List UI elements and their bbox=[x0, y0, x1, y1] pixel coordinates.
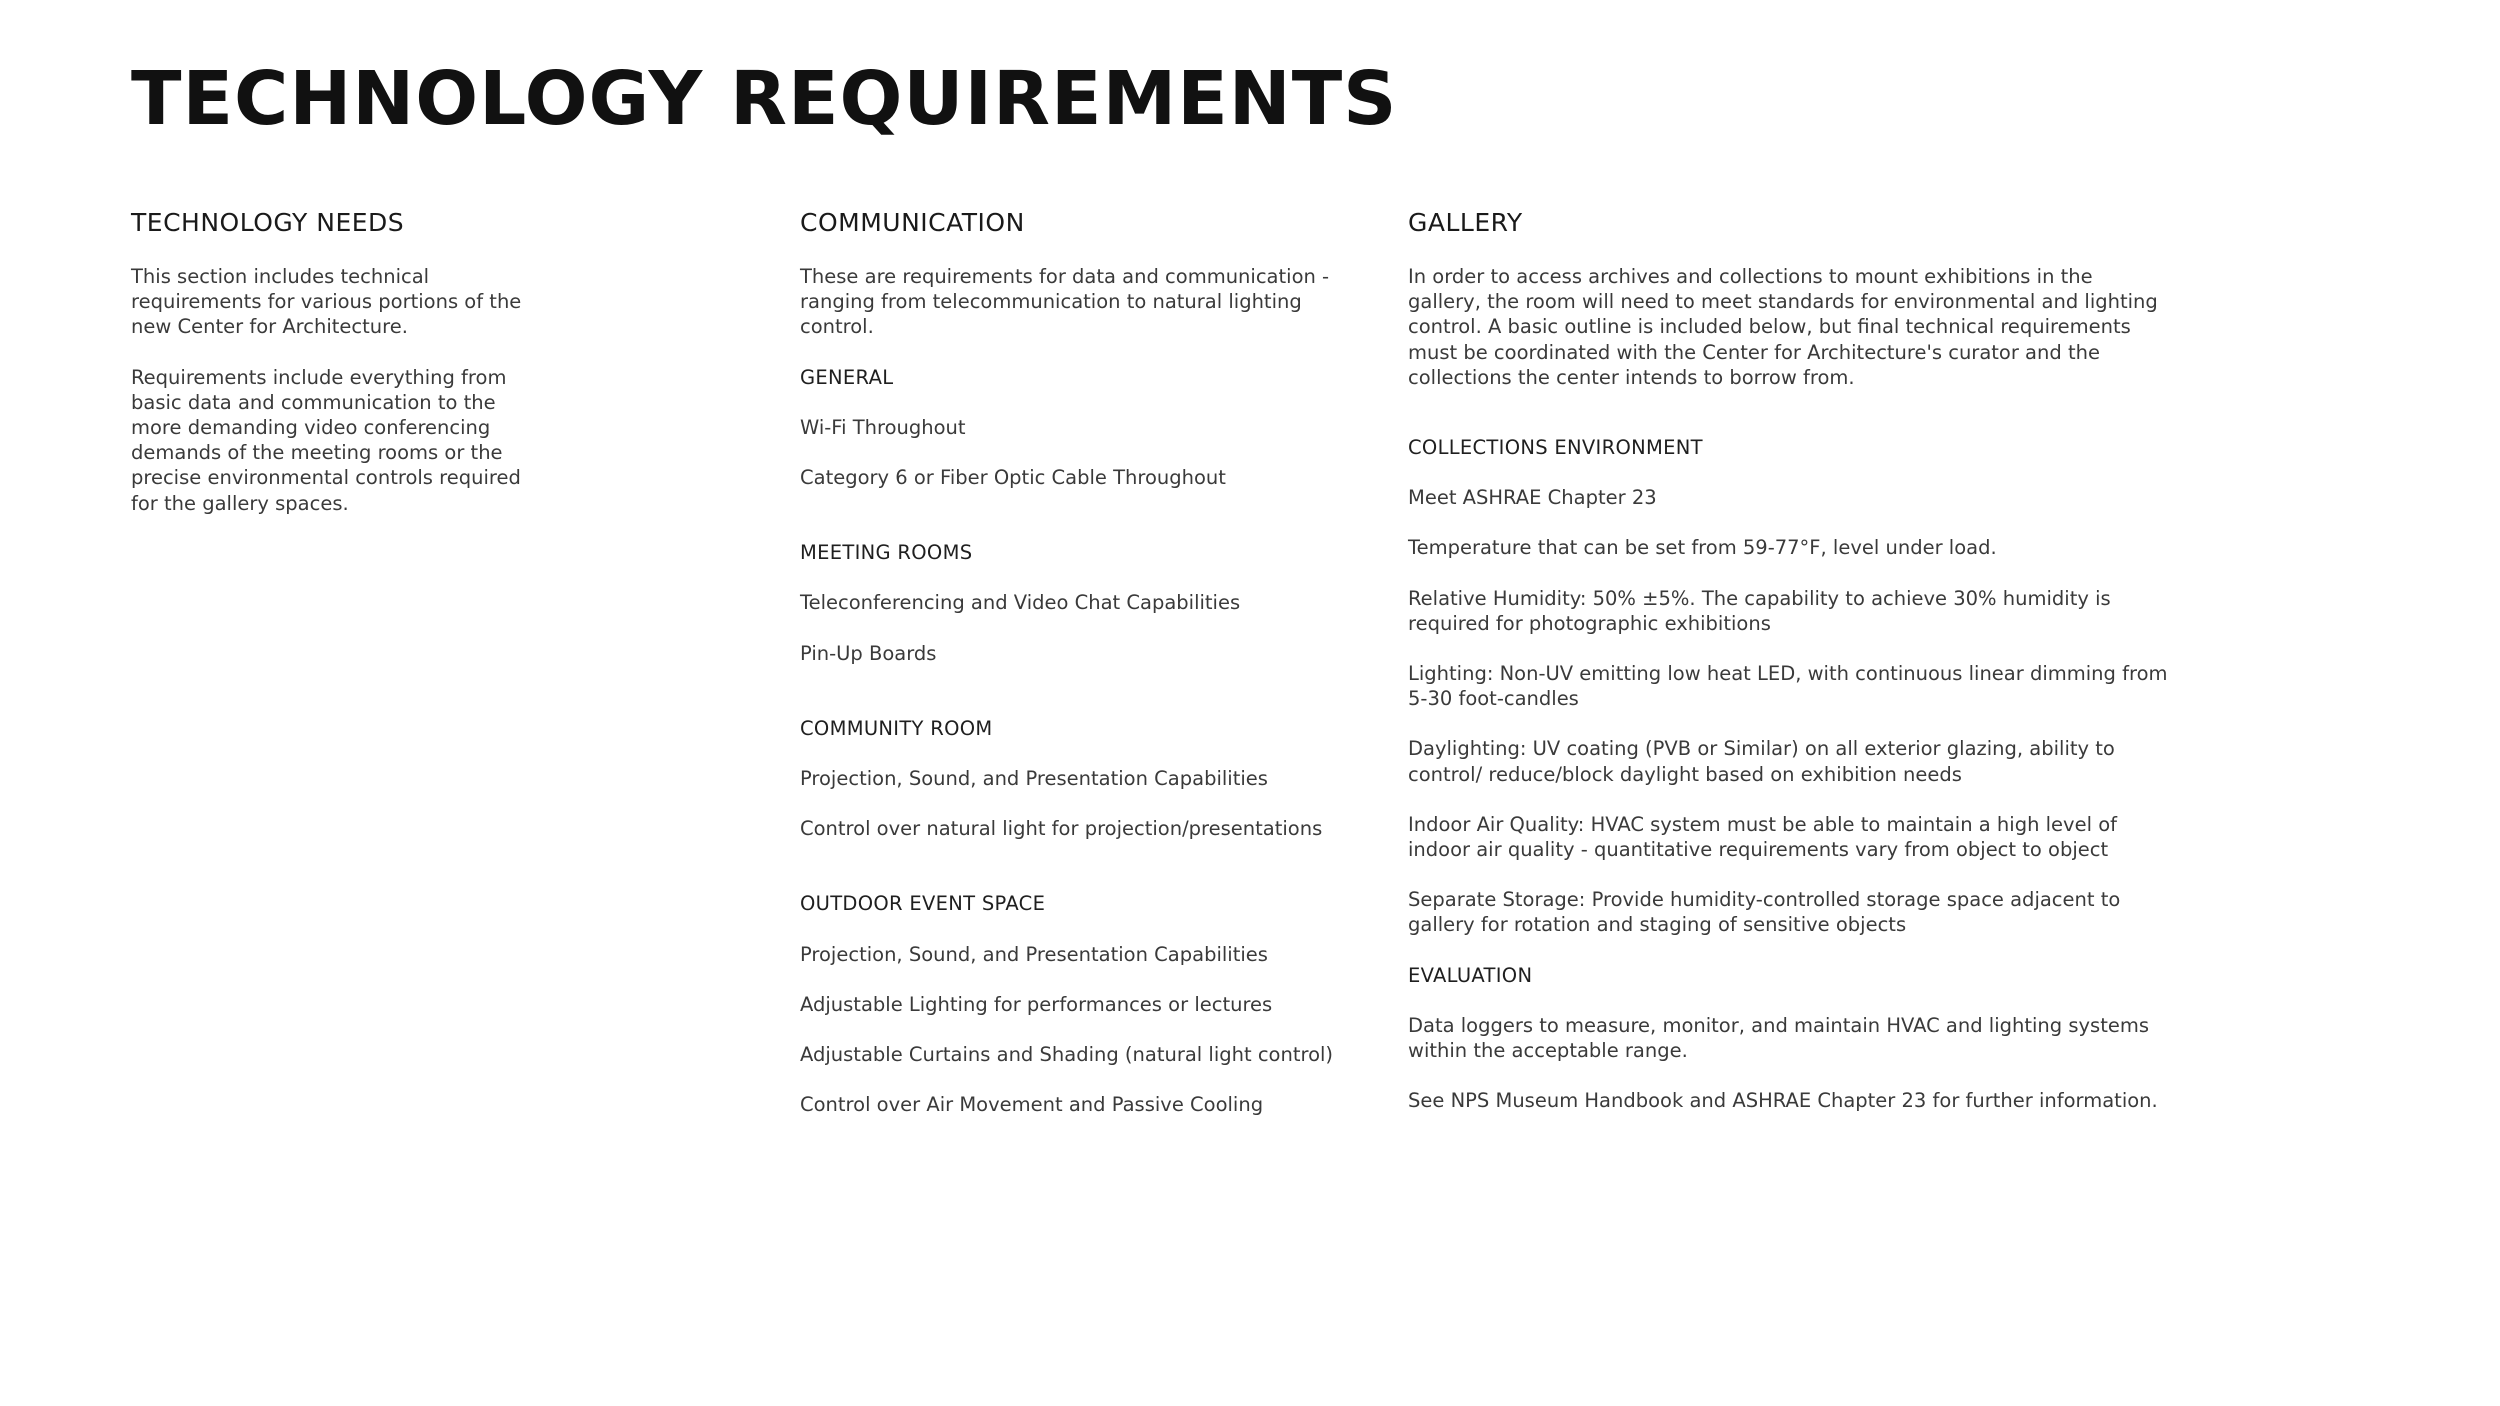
gallery-intro: In order to access archives and collections to mount exhibitions in the gallery, the room will need to meet standards for environmental and lighting control. A basic outline is included below, but final technical requirements must be coordinated with the Center for Architecture's curator and the collections the center intends to borrow from. bbox=[1408, 265, 2158, 389]
evaluation-heading: EVALUATION bbox=[1408, 963, 1533, 987]
list-item: Pin-Up Boards bbox=[800, 641, 937, 665]
page-title: TECHNOLOGY REQUIREMENTS bbox=[131, 56, 1398, 142]
list-item: Separate Storage: Provide humidity-controlled storage space adjacent to gallery for rotation and staging of sensitive objects bbox=[1408, 888, 2121, 937]
communication-heading: COMMUNICATION bbox=[800, 208, 1025, 237]
community-room-heading: COMMUNITY ROOM bbox=[800, 716, 993, 740]
list-item: Projection, Sound, and Presentation Capabilities bbox=[800, 942, 1268, 966]
list-item: Relative Humidity: 50% ±5%. The capability to achieve 30% humidity is required for photographic exhibitions bbox=[1408, 586, 2111, 635]
list-item: Lighting: Non-UV emitting low heat LED, with continuous linear dimming from 5-30 foot-candles bbox=[1408, 662, 2168, 711]
gallery-heading: GALLERY bbox=[1408, 208, 1523, 237]
gallery-column bbox=[1408, 205, 2168, 1113]
list-item: Adjustable Lighting for performances or lectures bbox=[800, 992, 1273, 1016]
list-item: Adjustable Curtains and Shading (natural light control) bbox=[800, 1043, 1334, 1067]
list-item: Control over Air Movement and Passive Cooling bbox=[800, 1093, 1264, 1117]
list-item: Control over natural light for projection/presentations bbox=[800, 817, 1323, 841]
meeting-rooms-heading: MEETING ROOMS bbox=[800, 541, 973, 565]
outdoor-event-space-heading: OUTDOOR EVENT SPACE bbox=[800, 892, 1046, 916]
technology-needs-heading: TECHNOLOGY NEEDS bbox=[131, 208, 405, 237]
technology-needs-paragraph: Requirements include everything from basic data and communication to the more demanding video conferencing demands of the meeting rooms or the precise environmental controls required for the gallery spaces. bbox=[131, 365, 521, 515]
technology-needs-column bbox=[131, 205, 551, 516]
list-item: Wi-Fi Throughout bbox=[800, 415, 966, 439]
technology-needs-paragraph: This section includes technical requirements for various portions of the new Center for Architecture. bbox=[131, 265, 522, 339]
general-heading: GENERAL bbox=[800, 365, 894, 389]
communication-column bbox=[800, 205, 1340, 1117]
communication-intro: These are requirements for data and communication - ranging from telecommunication to natural lighting control. bbox=[800, 265, 1330, 339]
list-item: See NPS Museum Handbook and ASHRAE Chapter 23 for further information. bbox=[1408, 1089, 2158, 1113]
collections-environment-heading: COLLECTIONS ENVIRONMENT bbox=[1408, 436, 1703, 460]
list-item: Daylighting: UV coating (PVB or Similar) on all exterior glazing, ability to control/ reduce/block daylight based on exhibition needs bbox=[1408, 737, 2115, 786]
list-item: Data loggers to measure, monitor, and maintain HVAC and lighting systems within the acceptable range. bbox=[1408, 1013, 2149, 1063]
list-item: Teleconferencing and Video Chat Capabilities bbox=[800, 591, 1241, 615]
list-item: Temperature that can be set from 59-77°F, level under load. bbox=[1408, 536, 1997, 560]
list-item: Meet ASHRAE Chapter 23 bbox=[1408, 486, 1657, 510]
list-item: Indoor Air Quality: HVAC system must be able to maintain a high level of indoor air quality - quantitative requirements vary from object to object bbox=[1408, 812, 2117, 862]
list-item: Category 6 or Fiber Optic Cable Throughout bbox=[800, 466, 1226, 490]
list-item: Projection, Sound, and Presentation Capabilities bbox=[800, 767, 1268, 791]
